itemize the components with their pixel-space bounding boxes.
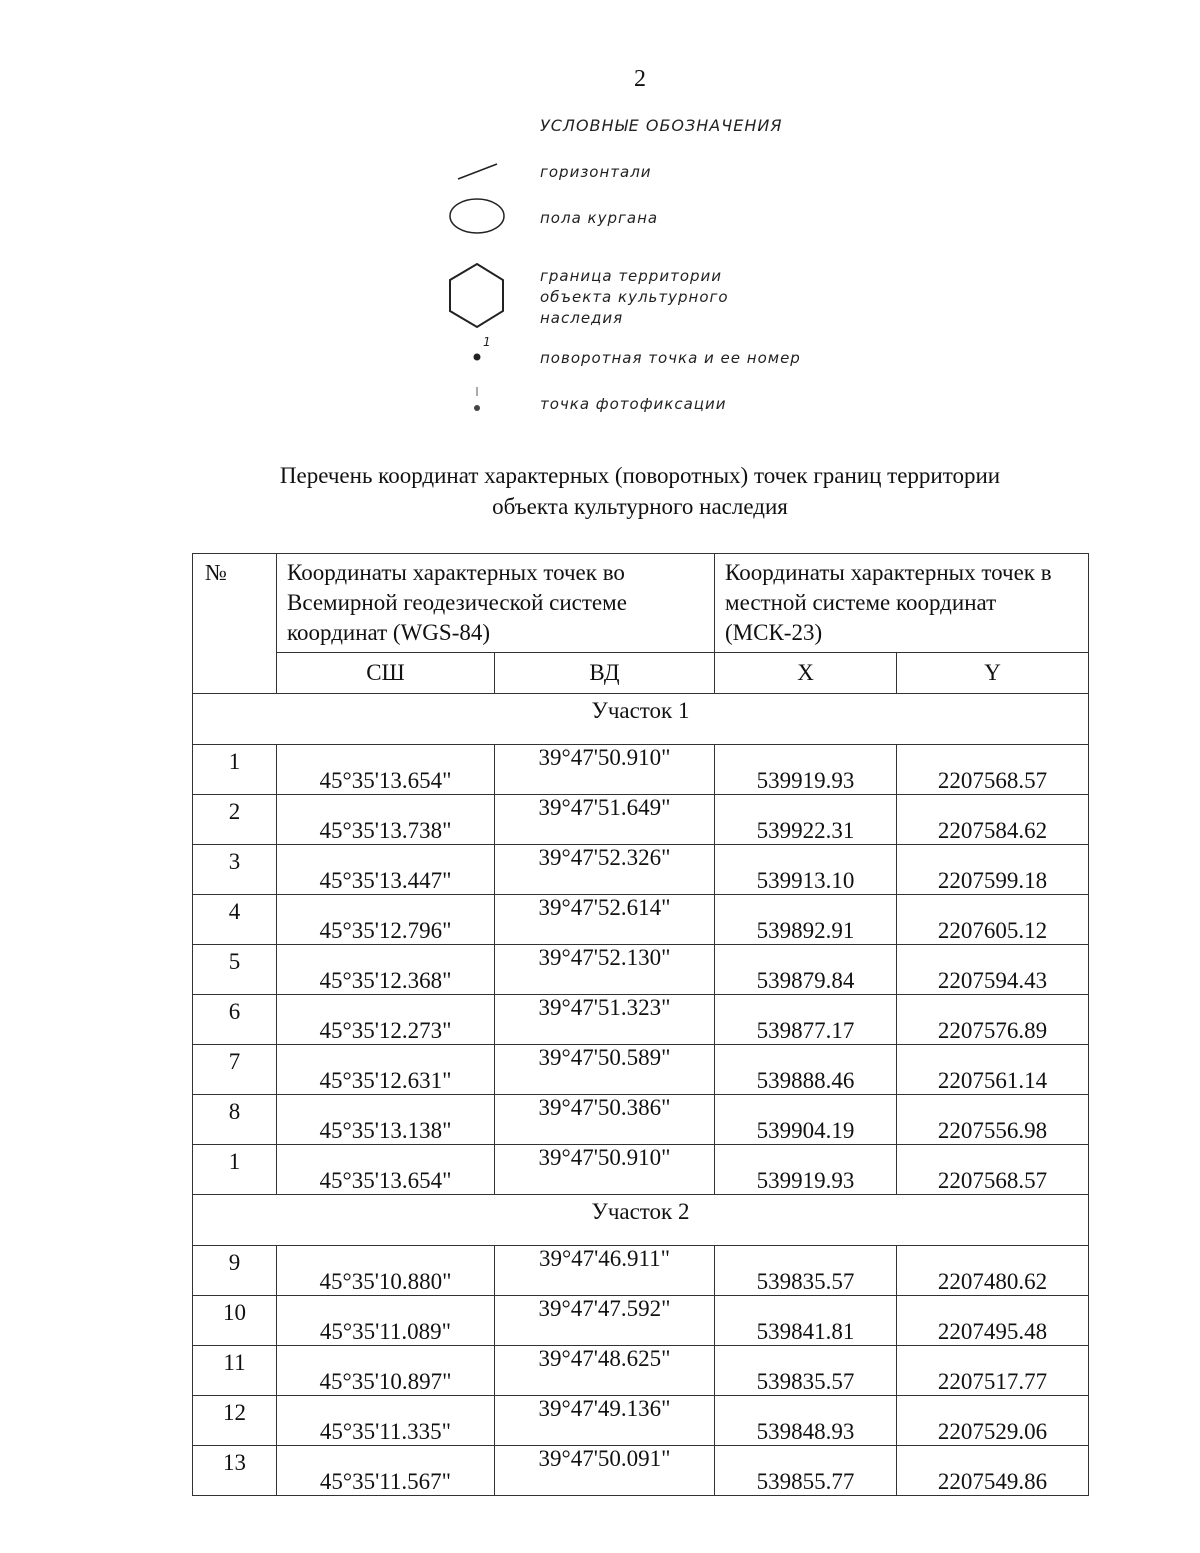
header-latitude: СШ bbox=[277, 653, 495, 694]
longitude-cell: 39°47'49.136" bbox=[495, 1396, 715, 1446]
x-coordinate-cell: 539892.91 bbox=[715, 895, 897, 945]
x-coordinate-cell: 539922.31 bbox=[715, 795, 897, 845]
list-title-line1: Перечень координат характерных (поворотных) точек границ территории bbox=[279, 463, 1001, 488]
point-number-cell: 1 bbox=[193, 1145, 277, 1195]
legend-symbols bbox=[0, 0, 600, 440]
longitude-cell: 39°47'48.625" bbox=[495, 1346, 715, 1396]
longitude-cell: 39°47'52.130" bbox=[495, 945, 715, 995]
point-number-cell: 10 bbox=[193, 1296, 277, 1346]
latitude-cell: 45°35'12.273" bbox=[277, 995, 495, 1045]
latitude-cell: 45°35'13.654" bbox=[277, 745, 495, 795]
latitude-cell: 45°35'11.089" bbox=[277, 1296, 495, 1346]
section-row bbox=[193, 1195, 1089, 1246]
y-coordinate-cell: 2207584.62 bbox=[897, 795, 1089, 845]
point-number-cell: 7 bbox=[193, 1045, 277, 1095]
table-row bbox=[193, 1045, 1089, 1095]
ellipse-icon bbox=[450, 199, 504, 233]
table-row bbox=[193, 1296, 1089, 1346]
table-row bbox=[193, 845, 1089, 895]
x-coordinate-cell: 539841.81 bbox=[715, 1296, 897, 1346]
header-longitude: ВД bbox=[495, 653, 715, 694]
y-coordinate-cell: 2207594.43 bbox=[897, 945, 1089, 995]
latitude-cell: 45°35'13.738" bbox=[277, 795, 495, 845]
point-number-cell: 1 bbox=[193, 745, 277, 795]
x-coordinate-cell: 539835.57 bbox=[715, 1246, 897, 1296]
y-coordinate-cell: 2207517.77 bbox=[897, 1346, 1089, 1396]
coordinates-table bbox=[192, 553, 1089, 1496]
point-number-cell: 8 bbox=[193, 1095, 277, 1145]
longitude-cell: 39°47'51.649" bbox=[495, 795, 715, 845]
table-row bbox=[193, 1095, 1089, 1145]
point-number-cell: 11 bbox=[193, 1346, 277, 1396]
turning-point-marker: 1 bbox=[483, 335, 492, 349]
table-row bbox=[193, 895, 1089, 945]
legend-label-turning-point: поворотная точка и ее номер bbox=[540, 349, 801, 367]
longitude-cell: 39°47'50.910" bbox=[495, 1145, 715, 1195]
latitude-cell: 45°35'13.447" bbox=[277, 845, 495, 895]
point-number-cell: 3 bbox=[193, 845, 277, 895]
longitude-cell: 39°47'52.614" bbox=[495, 895, 715, 945]
legend-label-mound: пола кургана bbox=[540, 209, 659, 227]
point-number-cell: 9 bbox=[193, 1246, 277, 1296]
y-coordinate-cell: 2207576.89 bbox=[897, 995, 1089, 1045]
table-row bbox=[193, 1396, 1089, 1446]
legend-title: УСЛОВНЫЕ ОБОЗНАЧЕНИЯ bbox=[540, 116, 783, 135]
section-title: Участок 1 bbox=[193, 694, 1089, 745]
y-coordinate-cell: 2207556.98 bbox=[897, 1095, 1089, 1145]
point-number-cell: 12 bbox=[193, 1396, 277, 1446]
table-row bbox=[193, 995, 1089, 1045]
table-body bbox=[193, 694, 1089, 1496]
header-x: X bbox=[715, 653, 897, 694]
x-coordinate-cell: 539888.46 bbox=[715, 1045, 897, 1095]
section-row bbox=[193, 694, 1089, 745]
latitude-cell: 45°35'12.631" bbox=[277, 1045, 495, 1095]
list-title bbox=[150, 460, 1130, 522]
longitude-cell: 39°47'46.911" bbox=[495, 1246, 715, 1296]
y-coordinate-cell: 2207599.18 bbox=[897, 845, 1089, 895]
y-coordinate-cell: 2207529.06 bbox=[897, 1396, 1089, 1446]
longitude-cell: 39°47'50.589" bbox=[495, 1045, 715, 1095]
section-title: Участок 2 bbox=[193, 1195, 1089, 1246]
longitude-cell: 39°47'50.091" bbox=[495, 1446, 715, 1496]
x-coordinate-cell: 539877.17 bbox=[715, 995, 897, 1045]
x-coordinate-cell: 539879.84 bbox=[715, 945, 897, 995]
page-number: 2 bbox=[634, 66, 646, 92]
y-coordinate-cell: 2207568.57 bbox=[897, 745, 1089, 795]
latitude-cell: 45°35'13.654" bbox=[277, 1145, 495, 1195]
latitude-cell: 45°35'10.880" bbox=[277, 1246, 495, 1296]
point-number-cell: 6 bbox=[193, 995, 277, 1045]
header-msk23: Координаты характерных точек в местной системе координат (МСК-23) bbox=[715, 554, 1089, 653]
table-row bbox=[193, 1346, 1089, 1396]
y-coordinate-cell: 2207549.86 bbox=[897, 1446, 1089, 1496]
header-wgs84: Координаты характерных точек во Всемирной геодезической системе координат (WGS-84) bbox=[277, 554, 715, 653]
latitude-cell: 45°35'11.567" bbox=[277, 1446, 495, 1496]
y-coordinate-cell: 2207480.62 bbox=[897, 1246, 1089, 1296]
y-coordinate-cell: 2207495.48 bbox=[897, 1296, 1089, 1346]
legend-label-photo-point: точка фотофиксации bbox=[540, 395, 727, 413]
x-coordinate-cell: 539913.10 bbox=[715, 845, 897, 895]
latitude-cell: 45°35'12.368" bbox=[277, 945, 495, 995]
table-row bbox=[193, 1246, 1089, 1296]
x-coordinate-cell: 539835.57 bbox=[715, 1346, 897, 1396]
latitude-cell: 45°35'11.335" bbox=[277, 1396, 495, 1446]
legend-label-boundary-1: граница территории bbox=[540, 267, 723, 285]
point-number-cell: 4 bbox=[193, 895, 277, 945]
x-coordinate-cell: 539848.93 bbox=[715, 1396, 897, 1446]
contour-line-icon bbox=[458, 164, 497, 179]
table-row bbox=[193, 745, 1089, 795]
x-coordinate-cell: 539919.93 bbox=[715, 745, 897, 795]
longitude-cell: 39°47'47.592" bbox=[495, 1296, 715, 1346]
table-row bbox=[193, 1145, 1089, 1195]
y-coordinate-cell: 2207568.57 bbox=[897, 1145, 1089, 1195]
point-number-cell: 13 bbox=[193, 1446, 277, 1496]
latitude-cell: 45°35'12.796" bbox=[277, 895, 495, 945]
header-number: № bbox=[193, 554, 277, 694]
x-coordinate-cell: 539855.77 bbox=[715, 1446, 897, 1496]
point-number-cell: 2 bbox=[193, 795, 277, 845]
latitude-cell: 45°35'13.138" bbox=[277, 1095, 495, 1145]
turning-point-icon bbox=[474, 354, 481, 361]
hexagon-icon bbox=[450, 264, 503, 327]
latitude-cell: 45°35'10.897" bbox=[277, 1346, 495, 1396]
table-row bbox=[193, 795, 1089, 845]
legend-label-boundary-2: объекта культурного bbox=[540, 288, 729, 306]
longitude-cell: 39°47'50.386" bbox=[495, 1095, 715, 1145]
legend bbox=[0, 0, 1200, 440]
photo-point-icon bbox=[474, 405, 480, 411]
x-coordinate-cell: 539919.93 bbox=[715, 1145, 897, 1195]
header-y: Y bbox=[897, 653, 1089, 694]
longitude-cell: 39°47'50.910" bbox=[495, 745, 715, 795]
legend-label-boundary-3: наследия bbox=[540, 309, 624, 327]
y-coordinate-cell: 2207561.14 bbox=[897, 1045, 1089, 1095]
x-coordinate-cell: 539904.19 bbox=[715, 1095, 897, 1145]
table-row bbox=[193, 945, 1089, 995]
longitude-cell: 39°47'51.323" bbox=[495, 995, 715, 1045]
y-coordinate-cell: 2207605.12 bbox=[897, 895, 1089, 945]
point-number-cell: 5 bbox=[193, 945, 277, 995]
longitude-cell: 39°47'52.326" bbox=[495, 845, 715, 895]
legend-label-contours: горизонтали bbox=[540, 163, 652, 181]
table-row bbox=[193, 1446, 1089, 1496]
list-title-line2: объекта культурного наследия bbox=[492, 494, 788, 519]
